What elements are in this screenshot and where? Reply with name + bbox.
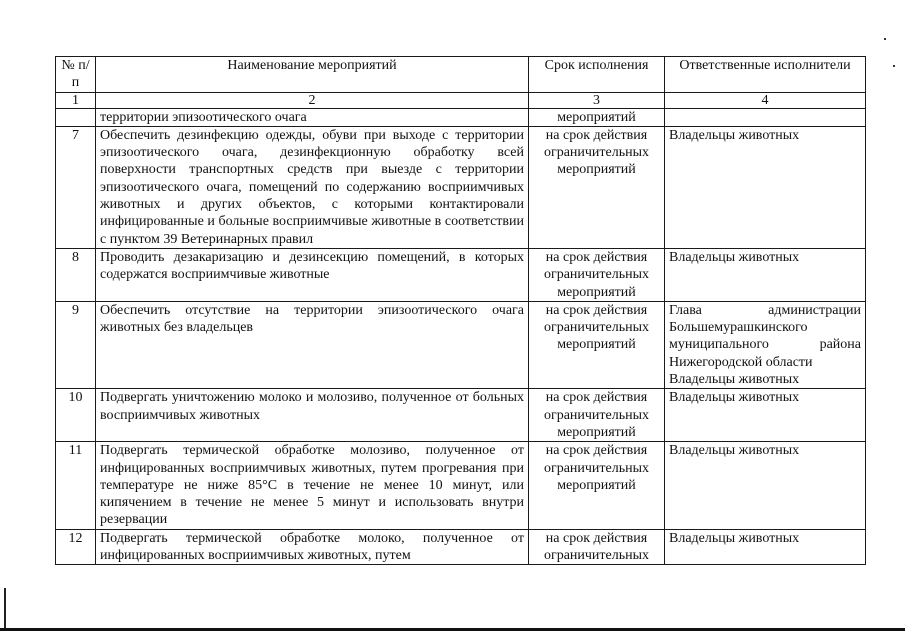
header-measure-name: Наименование мероприятий: [96, 57, 529, 93]
row-number: 7: [56, 126, 96, 248]
table-row: [56, 529, 866, 565]
header-number: № п/п: [56, 57, 96, 93]
measures-table: [55, 56, 866, 565]
responsible: Владельцы животных: [665, 248, 866, 301]
scan-speck: [893, 65, 895, 67]
deadline: на срок действия ограничительных мероприятий: [529, 301, 665, 388]
table-row: [56, 126, 866, 248]
deadline: на срок действия ограничительных мероприятий: [529, 389, 665, 442]
column-number-3: 3: [529, 92, 665, 108]
scan-speck: [884, 38, 886, 40]
responsible-line: Владельцы животных: [669, 372, 800, 388]
row-number: 9: [56, 301, 96, 388]
deadline: на срок действия ограничительных мероприятий: [529, 126, 665, 248]
deadline: на срок действия ограничительных мероприятий: [529, 248, 665, 301]
table-row: [56, 248, 866, 301]
row-number: 11: [56, 442, 96, 529]
deadline: на срок действия ограничительных мероприятий: [529, 442, 665, 529]
continuation-row: [56, 108, 866, 126]
column-number-1: 1: [56, 92, 96, 108]
table-row: [56, 301, 866, 388]
table-row: [56, 389, 866, 442]
scan-edge-bottom: [0, 628, 905, 631]
column-number-2: 2: [96, 92, 529, 108]
table-row: [56, 442, 866, 529]
header-deadline: Срок исполнения: [529, 57, 665, 93]
measure-name: Обеспечить дезинфекцию одежды, обуви при выходе с территории эпизоотического очага, дезинфекционную обработку всей поверхности транспортных средств при выезде с территории эпизоотического очага, помещений по содержанию восприимчивых животных и других объектов, с которыми контактировали инфицированные и больные восприимчивые животные в соответствии с пунктом 39 Ветеринарных правил: [96, 126, 529, 248]
measure-name: Обеспечить отсутствие на территории эпизоотического очага животных без владельцев: [96, 301, 529, 388]
responsible-line: Нижегородской области: [669, 354, 813, 370]
measure-name: Подвергать уничтожению молоко и молозиво, полученное от больных восприимчивых животных: [96, 389, 529, 442]
header-row: [56, 57, 866, 93]
continuation-name: территории эпизоотического очага: [96, 108, 529, 126]
measure-name: Проводить дезакаризацию и дезинсекцию помещений, в которых содержатся восприимчивые животные: [96, 248, 529, 301]
scan-edge-left: [4, 588, 6, 628]
column-number-4: 4: [665, 92, 866, 108]
deadline: на срок действия ограничительных: [529, 529, 665, 565]
responsible-line: Большемурашкинского: [669, 320, 808, 336]
responsible: Владельцы животных: [665, 442, 866, 529]
responsible: Владельцы животных: [665, 529, 866, 565]
responsible-line: муниципального района: [669, 337, 861, 353]
row-number: 8: [56, 248, 96, 301]
column-number-row: [56, 92, 866, 108]
measure-name: Подвергать термической обработке молозиво, полученное от инфицированных восприимчивых животных, путем прогревания при температуре не ниже 85°С в течение не менее 10 минут, или кипячением в течение не менее 5 минут и использовать внутри резервации: [96, 442, 529, 529]
continuation-deadline: мероприятий: [529, 108, 665, 126]
measure-name: Подвергать термической обработке молоко, полученное от инфицированных восприимчивых животных, путем: [96, 529, 529, 565]
row-number: 12: [56, 529, 96, 565]
responsible: Владельцы животных: [665, 389, 866, 442]
header-responsible: Ответственные исполнители: [665, 57, 866, 93]
row-number: 10: [56, 389, 96, 442]
responsible: Владельцы животных: [665, 126, 866, 248]
responsible-line: Глава администрации: [669, 302, 861, 318]
responsible: [665, 301, 866, 388]
